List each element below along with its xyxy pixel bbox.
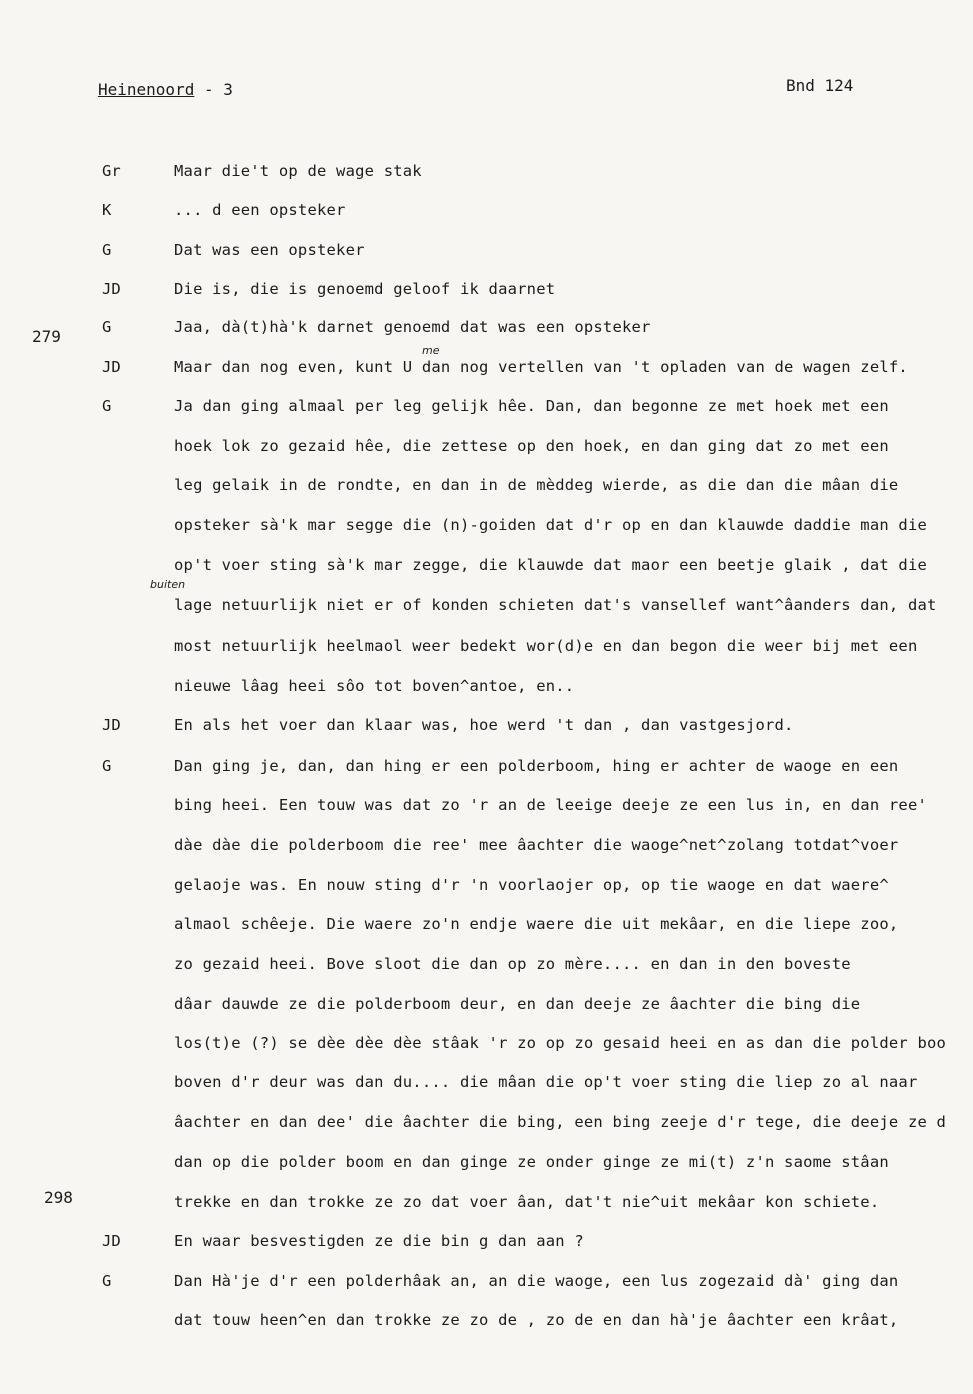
transcript-line — [0, 397, 973, 421]
transcript-line — [0, 201, 973, 225]
line-text: âachter en dan dee' die âachter die bing, een bing zeeje d'r tege, die deeje ze d — [174, 1113, 947, 1131]
speaker-label: G — [102, 241, 112, 259]
speaker-label: G — [102, 1272, 112, 1290]
transcript-line — [0, 241, 973, 265]
margin-number: 279 — [32, 327, 61, 346]
line-text: Dan ging je, dan, dan hing er een polderboom, hing er achter de waoge en een — [174, 757, 899, 775]
transcript-line — [0, 516, 973, 540]
transcript-line — [0, 1034, 973, 1058]
handwritten-annotation: buiten — [150, 578, 186, 591]
page-number: - 3 — [194, 80, 233, 99]
speaker-label: JD — [102, 280, 121, 298]
line-text: boven d'r deur was dan du.... die mâan die op't voer sting die liep zo al naar — [174, 1073, 918, 1091]
line-text: lage netuurlijk niet er of konden schieten dat's vansellef want^âanders dan, dat — [174, 596, 937, 614]
line-text: hoek lok zo gezaid hêe, die zettese op den hoek, en dan ging dat zo met een — [174, 437, 889, 455]
line-text: dàe dàe die polderboom die ree' mee âachter die waoge^net^zolang totdat^voer — [174, 836, 899, 854]
line-text: Dan Hà'je d'r een polderhâak an, an die waoge, een lus zogezaid dà' ging dan — [174, 1272, 899, 1290]
transcript-line — [0, 358, 973, 382]
line-text: bing heei. Een touw was dat zo 'r an de leeige deeje ze een lus in, en dan ree' — [174, 796, 928, 814]
line-text: dan op die polder boom en dan ginge ze onder ginge ze mi(t) z'n saome stâan — [174, 1153, 889, 1171]
line-text: En waar besvestigden ze die bin g dan aan ? — [174, 1232, 584, 1250]
transcript-line — [0, 637, 973, 661]
transcript-line — [0, 596, 973, 620]
transcript-line — [0, 1153, 973, 1177]
line-text: ... d een opsteker — [174, 201, 346, 219]
line-text: Dat was een opsteker — [174, 241, 365, 259]
line-text: dâar dauwde ze die polderboom deur, en dan deeje ze âachter die bing die — [174, 995, 861, 1013]
line-text: Die is, die is genoemd geloof ik daarnet — [174, 280, 556, 298]
transcript-line — [0, 1113, 973, 1137]
line-text: leg gelaik in de rondte, en dan in de mèddeg wierde, as die dan die mâan die — [174, 476, 899, 494]
transcript-line — [0, 556, 973, 580]
line-text: trekke en dan trokke ze zo dat voer âan, dat't nie^uit mekâar kon schiete. — [174, 1193, 880, 1211]
speaker-label: G — [102, 318, 112, 336]
transcript-line — [0, 1073, 973, 1097]
line-text: almaol schêeje. Die waere zo'n endje waere die uit mekâar, en die liepe zoo, — [174, 915, 899, 933]
transcript-line — [0, 955, 973, 979]
transcript-line — [0, 716, 973, 740]
transcript-line — [0, 757, 973, 781]
line-text: los(t)e (?) se dèe dèe dèe stâak 'r zo op zo gesaid heei en as dan die polder boo — [174, 1034, 947, 1052]
page-header — [98, 80, 233, 99]
transcript-line — [0, 915, 973, 939]
speaker-label: JD — [102, 1232, 121, 1250]
line-text: En als het voer dan klaar was, hoe werd 't dan , dan vastgesjord. — [174, 716, 794, 734]
line-text: Ja dan ging almaal per leg gelijk hêe. Dan, dan begonne ze met hoek met een — [174, 397, 889, 415]
transcript-line — [0, 1272, 973, 1296]
tape-reference: Bnd 124 — [786, 76, 854, 95]
margin-number: 298 — [44, 1188, 73, 1207]
transcript-line — [0, 995, 973, 1019]
line-text: Maar dan nog even, kunt U dan nog vertellen van 't opladen van de wagen zelf. — [174, 358, 908, 376]
transcript-line — [0, 476, 973, 500]
transcript-line — [0, 1311, 973, 1335]
transcript-line — [0, 162, 973, 186]
transcript-line — [0, 677, 973, 701]
speaker-label: G — [102, 757, 112, 775]
line-text: gelaoje was. En nouw sting d'r 'n voorlaojer op, op tie waoge en dat waere^ — [174, 876, 889, 894]
line-text: opsteker sà'k mar segge die (n)-goiden dat d'r op en dan klauwde daddie man die — [174, 516, 928, 534]
line-text: dat touw heen^en dan trokke ze zo de , zo de en dan hà'je âachter een krâat, — [174, 1311, 899, 1329]
document-title: Heinenoord — [98, 80, 195, 99]
speaker-label: K — [102, 201, 112, 219]
line-text: most netuurlijk heelmaol weer bedekt wor(d)e en dan begon die weer bij met een — [174, 637, 918, 655]
transcript-line — [0, 318, 973, 342]
transcript-line — [0, 796, 973, 820]
speaker-label: Gr — [102, 162, 121, 180]
line-text: op't voer sting sà'k mar zegge, die klauwde dat maor een beetje glaik , dat die — [174, 556, 928, 574]
transcript-line — [0, 1193, 973, 1217]
speaker-label: JD — [102, 716, 121, 734]
transcript-line — [0, 437, 973, 461]
handwritten-annotation: me — [422, 344, 440, 357]
transcript-line — [0, 836, 973, 860]
transcript-line — [0, 1232, 973, 1256]
transcript-line — [0, 280, 973, 304]
speaker-label: G — [102, 397, 112, 415]
line-text: Maar die't op de wage stak — [174, 162, 422, 180]
line-text: Jaa, dà(t)hà'k darnet genoemd dat was een opsteker — [174, 318, 651, 336]
line-text: zo gezaid heei. Bove sloot die dan op zo mère.... en dan in den boveste — [174, 955, 851, 973]
line-text: nieuwe lâag heei sôo tot boven^antoe, en.. — [174, 677, 575, 695]
speaker-label: JD — [102, 358, 121, 376]
transcript-line — [0, 876, 973, 900]
